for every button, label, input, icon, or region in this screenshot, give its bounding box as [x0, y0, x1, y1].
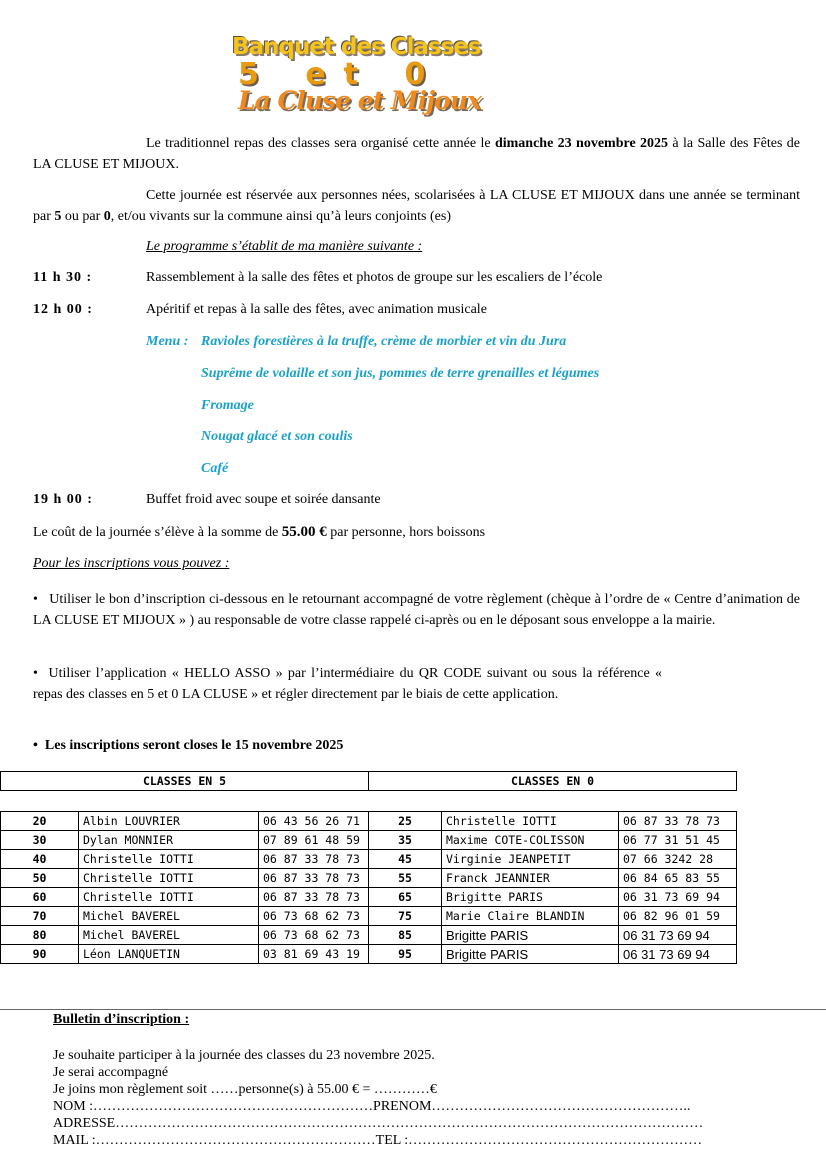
class-5-year: 90 [1, 945, 79, 964]
intro-paragraph-1: Le traditionnel repas des classes sera organisé cette année le dimanche 23 novembre 2025 à la Salle des Fêtes de LA CLUSE ET MIJOUX. [33, 136, 800, 172]
class-5-phone: 07 89 61 48 59 [259, 831, 369, 850]
class-0-year: 45 [369, 850, 442, 869]
class-0-year: 75 [369, 907, 442, 926]
event-date: dimanche 23 novembre 2025 [494, 136, 669, 151]
class-0-phone: 06 82 96 01 59 [619, 907, 737, 926]
class-0-contact: Maxime COTE-COLISSON [442, 831, 619, 850]
class-0-contact: Brigitte PARIS [442, 945, 619, 964]
table-row [1, 945, 737, 964]
class-5-contact: Michel BAVEREL [79, 926, 259, 945]
programme-time-3: 19 h 00 : [33, 492, 93, 507]
class-0-phone: 06 31 73 69 94 [619, 945, 737, 964]
title-line-1: Banquet des Classes [232, 34, 481, 60]
class-5-contact: Léon LANQUETIN [79, 945, 259, 964]
class-5-phone: 03 81 69 43 19 [259, 945, 369, 964]
title-line-3: La Cluse et Mijoux [238, 86, 481, 115]
class-5-year: 40 [1, 850, 79, 869]
class-0-contact: Franck JEANNIER [442, 869, 619, 888]
class-5-year: 20 [1, 812, 79, 831]
programme-time-2: 12 h 00 : [33, 302, 93, 317]
class-5-year: 50 [1, 869, 79, 888]
class-0-year: 55 [369, 869, 442, 888]
header-classes-5: CLASSES EN 5 [1, 772, 369, 791]
class-0-year: 95 [369, 945, 442, 964]
programme-text-1: Rassemblement à la salle des fêtes et photos de groupe sur les escaliers de l’école [146, 270, 603, 285]
class-5-phone: 06 73 68 62 73 [259, 907, 369, 926]
programme-time-1: 11 h 30 : [33, 270, 93, 285]
class-5-year: 70 [1, 907, 79, 926]
table-row [1, 926, 737, 945]
class-0-phone: 06 77 31 51 45 [619, 831, 737, 850]
table-row [1, 869, 737, 888]
programme-text-2: Apéritif et repas à la salle des fêtes, avec animation musicale [146, 302, 487, 317]
class-0-phone: 06 84 65 83 55 [619, 869, 737, 888]
class-0-phone: 06 31 73 69 94 [619, 888, 737, 907]
separator-line [0, 1009, 826, 1010]
menu-item-3: Fromage [201, 398, 254, 413]
table-row [1, 812, 737, 831]
class-0-phone: 06 31 73 69 94 [619, 926, 737, 945]
class-5-contact: Christelle IOTTI [79, 888, 259, 907]
inscription-bullet-3: • Les inscriptions seront closes le 15 novembre 2025 [33, 738, 344, 753]
title-line-2: 5 et 0 [238, 57, 444, 92]
class-5-phone: 06 87 33 78 73 [259, 888, 369, 907]
inscription-bullet-2: • Utiliser l’application « HELLO ASSO » par l’intermédiaire du QR CODE suivant ou sous la référence « repas des classes en 5 et 0 LA CLUSE » et régler directement par le biais de cette application. [33, 666, 662, 702]
bulletin-line-adresse[interactable]: ADRESSE……………………………………………………………………………………………………………… [53, 1116, 704, 1131]
class-5-year: 80 [1, 926, 79, 945]
class-0-contact: Marie Claire BLANDIN [442, 907, 619, 926]
cost-amount: 55.00 € [281, 524, 327, 540]
class-5-year: 60 [1, 888, 79, 907]
class-0-phone: 07 66 3242 28 [619, 850, 737, 869]
class-5-contact: Albin LOUVRIER [79, 812, 259, 831]
inscriptions-heading: Pour les inscriptions vous pouvez : [33, 556, 230, 571]
title-logo [232, 34, 507, 116]
class-5-contact: Christelle IOTTI [79, 869, 259, 888]
menu-item-1: Ravioles forestières à la truffe, crème de morbier et vin du Jura [201, 334, 567, 349]
bulletin-line-accompagne: Je serai accompagné [53, 1065, 169, 1080]
class-0-phone: 06 87 33 78 73 [619, 812, 737, 831]
bulletin-form [53, 1047, 773, 1149]
table-row [1, 888, 737, 907]
table-row [1, 831, 737, 850]
class-0-contact: Virginie JEANPETIT [442, 850, 619, 869]
class-5-phone: 06 87 33 78 73 [259, 869, 369, 888]
table-row [1, 850, 737, 869]
bulletin-line-participation: Je souhaite participer à la journée des classes du 23 novembre 2025. [53, 1048, 435, 1063]
class-5-contact: Michel BAVEREL [79, 907, 259, 926]
bulletin-line-mail-tel[interactable]: MAIL :……………………………………………………TEL :……………………………………………………… [53, 1133, 703, 1148]
menu-label: Menu : [146, 334, 189, 349]
class-0-contact: Brigitte PARIS [442, 926, 619, 945]
programme-text-3: Buffet froid avec soupe et soirée dansante [146, 492, 381, 507]
class-0-year: 35 [369, 831, 442, 850]
class-0-contact: Christelle IOTTI [442, 812, 619, 831]
class-0-contact: Brigitte PARIS [442, 888, 619, 907]
menu-item-5: Café [201, 461, 229, 476]
programme-heading: Le programme s’établit de ma manière suivante : [146, 239, 423, 254]
bulletin-title: Bulletin d’inscription : [53, 1012, 190, 1027]
inscription-bullet-1: • Utiliser le bon d’inscription ci-dessous en le retournant accompagné de votre règlement (chèque à l’ordre de « Centre d’animation de LA CLUSE ET MIJOUX » ) au responsable de votre classe rappelé ci-après ou en le déposant sous enveloppe a la mairie. [33, 592, 800, 628]
bulletin-line-reglement[interactable]: Je joins mon règlement soit ……personne(s) à 55.00 € = …………€ [53, 1082, 437, 1097]
class-5-phone: 06 87 33 78 73 [259, 850, 369, 869]
class-5-phone: 06 43 56 26 71 [259, 812, 369, 831]
menu-item-4: Nougat glacé et son coulis [201, 429, 353, 444]
class-5-phone: 06 73 68 62 73 [259, 926, 369, 945]
intro-paragraph-2: Cette journée est réservée aux personnes nées, scolarisées à LA CLUSE ET MIJOUX dans une année se terminant par 5 ou par 0, et/ou vivants sur la commune ainsi qu’à leurs conjoints (es) [33, 188, 800, 224]
classes-table-header [0, 771, 737, 791]
class-0-year: 25 [369, 812, 442, 831]
cost-line: Le coût de la journée s’élève à la somme de 55.00 € par personne, hors boissons [33, 524, 486, 540]
classes-table [0, 811, 737, 964]
class-5-contact: Dylan MONNIER [79, 831, 259, 850]
bulletin-line-nom-prenom[interactable]: NOM :……………………………………………………PRENOM……………………………………………….. [53, 1099, 691, 1114]
class-5-year: 30 [1, 831, 79, 850]
class-0-year: 85 [369, 926, 442, 945]
class-5-contact: Christelle IOTTI [79, 850, 259, 869]
header-classes-0: CLASSES EN 0 [369, 772, 737, 791]
menu-item-2: Suprême de volaille et son jus, pommes de terre grenailles et légumes [201, 366, 600, 381]
class-0-year: 65 [369, 888, 442, 907]
table-row [1, 907, 737, 926]
